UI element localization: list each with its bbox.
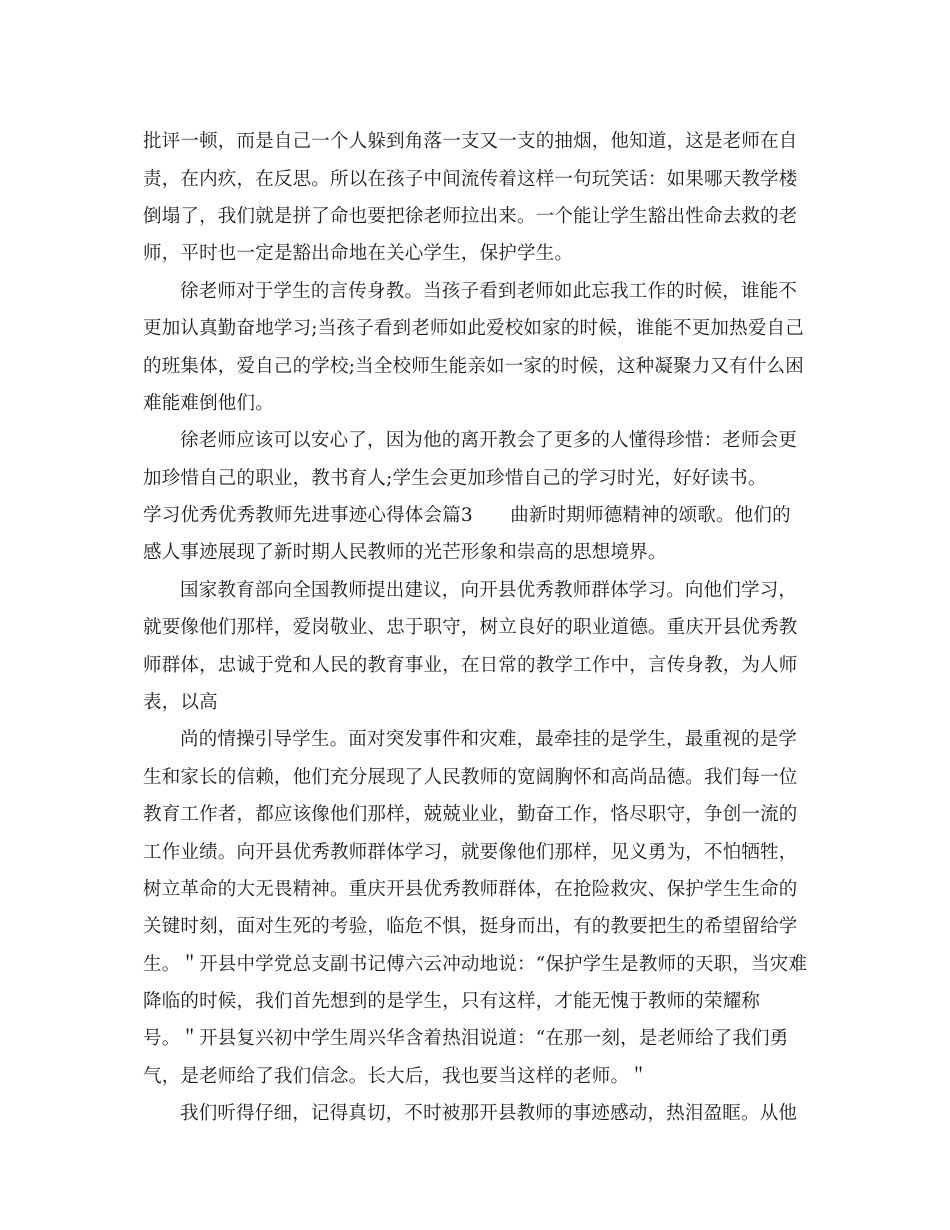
text-line: 生和家长的信赖，他们充分展现了人民教师的宽阔胸怀和高尚品德。我们每一位	[143, 767, 798, 788]
text-line: 表，以高	[143, 692, 218, 713]
text-line: 生。＂开县中学党总支副书记傅六云冲动地说：“保护学生是教师的天职，当灾难	[143, 954, 808, 975]
text-line: 的班集体，爱自己的学校;当全校师生能亲如一家的时候，这种凝聚力又有什么困	[143, 356, 804, 377]
text-line: 号。＂开县复兴初中学生周兴华含着热泪说道：“在那一刻，是老师给了我们勇	[143, 1028, 789, 1049]
paragraph-first-line: 徐老师对于学生的言传身教。当孩子看到老师如此忘我工作的时候，谁能不	[180, 281, 798, 302]
text-line: 工作业绩。向开县优秀教师群体学习，就要像他们那样，见义勇为，不怕牺牲，	[143, 842, 798, 863]
text-line: 树立革命的大无畏精神。重庆开县优秀教师群体，在抢险救灾、保护学生生命的	[143, 879, 798, 900]
paragraph-first-line: 国家教育部向全国教师提出建议，向开县优秀教师群体学习。向他们学习，	[180, 580, 798, 601]
text-line: 气，是老师给了我们信念。长大后，我也要当这样的老师。＂	[143, 1066, 648, 1087]
text-line: 教育工作者，都应该像他们那样，兢兢业业，勤奋工作，恪尽职守，争创一流的	[143, 804, 798, 825]
paragraph-first-line: 尚的情操引导学生。面对突发事件和灾难，最牵挂的是学生，最重视的是学	[180, 729, 798, 750]
text-line: 关键时刻，面对生死的考验，临危不惧，挺身而出，有的教要把生的希望留给学	[143, 916, 798, 937]
text-line: 倒塌了，我们就是拼了命也要把徐老师拉出来。一个能让学生豁出性命去救的老	[143, 206, 798, 227]
text-line: 就要像他们那样，爱岗敬业、忠于职守，树立良好的职业道德。重庆开县优秀教	[143, 617, 798, 638]
text-line: 更加认真勤奋地学习;当孩子看到老师如此爱校如家的时候，谁能不更加热爱自己	[143, 318, 804, 339]
text-line: 难能难倒他们。	[143, 393, 274, 414]
section-heading-line: 学习优秀优秀教师先进事迹心得体会篇3 曲新时期师德精神的颂歌。他们的	[143, 505, 791, 526]
text-line: 感人事迹展现了新时期人民教师的光芒形象和崇高的思想境界。	[143, 542, 667, 563]
text-line: 师，平时也一定是豁出命地在关心学生，保护学生。	[143, 243, 574, 264]
text-line: 批评一顿，而是自己一个人躲到角落一支又一支的抽烟，他知道，这是老师在自	[143, 131, 798, 152]
paragraph-first-line: 徐老师应该可以安心了，因为他的离开教会了更多的人懂得珍惜：老师会更	[180, 430, 798, 451]
text-line: 加珍惜自己的职业，教书育人;学生会更加珍惜自己的学习时光，好好读书。	[143, 468, 767, 489]
text-line: 师群体，忠诚于党和人民的教育事业，在日常的教学工作中，言传身教，为人师	[143, 655, 798, 676]
text-line: 降临的时候，我们首先想到的是学生，只有这样，才能无愧于教师的荣耀称	[143, 991, 761, 1012]
paragraph-first-line: 我们听得仔细，记得真切，不时被那开县教师的事迹感动，热泪盈眶。从他	[180, 1103, 798, 1124]
text-line: 责，在内疚，在反思。所以在孩子中间流传着这样一句玩笑话：如果哪天教学楼	[143, 169, 798, 190]
